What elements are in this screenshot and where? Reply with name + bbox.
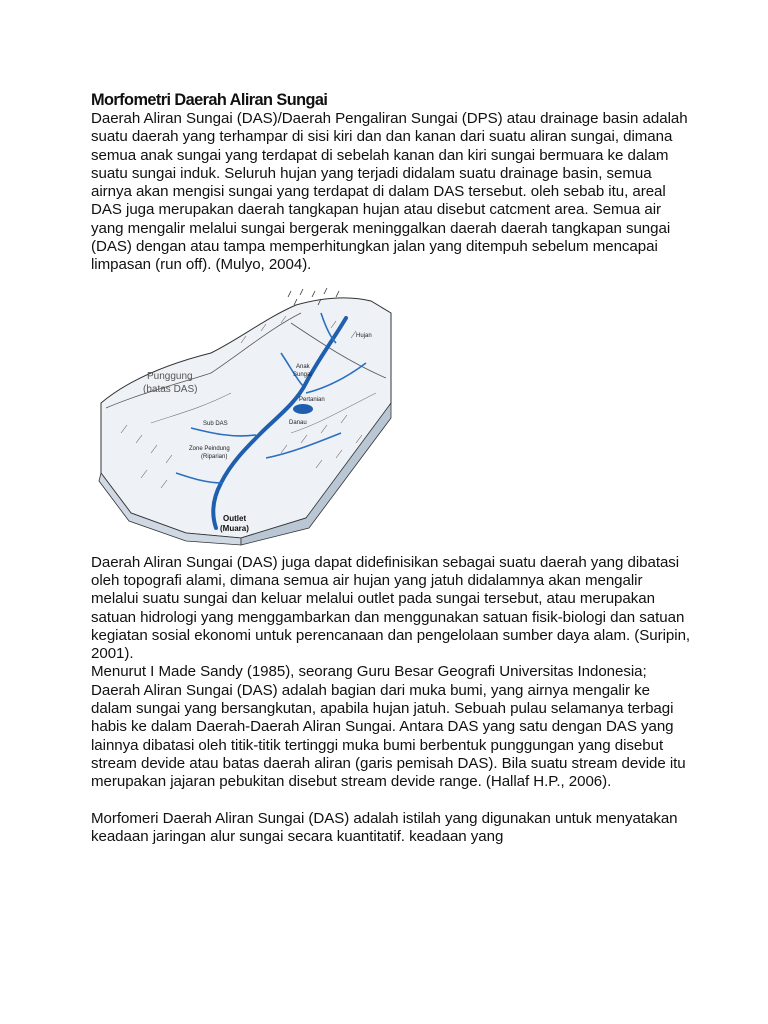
document-title: Morfometri Daerah Aliran Sungai [91, 90, 328, 109]
watershed-diagram [91, 283, 394, 550]
label-riparian: (Riparian) [201, 453, 228, 460]
paragraph-definition: Daerah Aliran Sungai (DAS)/Daerah Pengaliran Sungai (DPS) atau drainage basin adalah suatu daerah yang terhampar di sisi kiri dan dan kanan dari suatu aliran sungai, dimana semua anak sungai yang terdapat di sebelah kanan dan kiri sungai bermuara ke dalam suatu sungai induk. Seluruh hujan yang terjadi didalam suatu drainage basin, semua airnya akan mengisi sungai yang terdapat di dalam DAS tersebut. oleh sebab itu, areal DAS juga merupakan daerah tangkapan hujan atau disebut catcment area. Semua air yang mengalir melalui sungai bergerak meninggalkan daerah daerah tangkapan sungai (DAS) dengan atau tampa memperhitungkan jalan yang ditempuh sebelum mencapai limpasan (run off). (Mulyo, 2004). [91, 110, 688, 274]
label-zone: Zone Peindung [189, 445, 230, 452]
paragraph-sandy: Menurut I Made Sandy (1985), seorang Guru Besar Geografi Universitas Indonesia; Daerah Aliran Sungai (DAS) adalah bagian dari muka bumi, yang airnya mengalir ke dalam sungai yang bersangkutan, apabila hujan jatuh. Sebuah pulau selamanya terbagi habis ke dalam Daerah-Daerah Aliran Sungai. Antara DAS yang satu dengan DAS yang lainnya dibatasi oleh titik-titik tertinggi muka bumi berbentuk punggungan yang disebut stream devide atau batas daerah aliran (garis pemisah DAS). Bila suatu stream devide itu merupakan jajaran pebukitan disebut stream devide range. (Hallaf H.P., 2006). [91, 663, 686, 791]
label-hujan: Hujan [356, 332, 372, 339]
label-sungai: Sungai [293, 371, 312, 378]
document-page [91, 90, 691, 846]
label-batas-das: (batas DAS) [143, 383, 198, 395]
label-pertanian: Pertanian [299, 396, 325, 403]
paragraph-definition-2: Daerah Aliran Sungai (DAS) juga dapat didefinisikan sebagai suatu daerah yang dibatasi oleh topografi alami, dimana semua air hujan yang jatuh didalamnya akan mengalir melalui suatu sungai dan keluar melalui outlet pada sungai tersebut, atau merupakan satuan hidrologi yang menggambarkan dan menggunakan satuan fisik-biologi dan satuan kegiatan sosial ekonomi untuk perencanaan dan pengelolaan sumber daya alam. (Suripin, 2001). [91, 553, 691, 663]
label-punggung: Punggung [147, 370, 193, 382]
label-outlet: Outlet [223, 513, 247, 523]
paragraph-morfometri: Morfomeri Daerah Aliran Sungai (DAS) adalah istilah yang digunakan untuk menyatakan keadaan jaringan alur sungai secara kuantitatif. keadaan yang [91, 809, 678, 845]
watershed-illustration [91, 283, 394, 550]
label-muara: (Muara) [220, 523, 249, 533]
label-sub-das: Sub DAS [203, 420, 228, 427]
paragraph-gap [91, 792, 691, 810]
label-danau: Danau [289, 419, 307, 426]
label-anak: Anak [296, 363, 310, 370]
